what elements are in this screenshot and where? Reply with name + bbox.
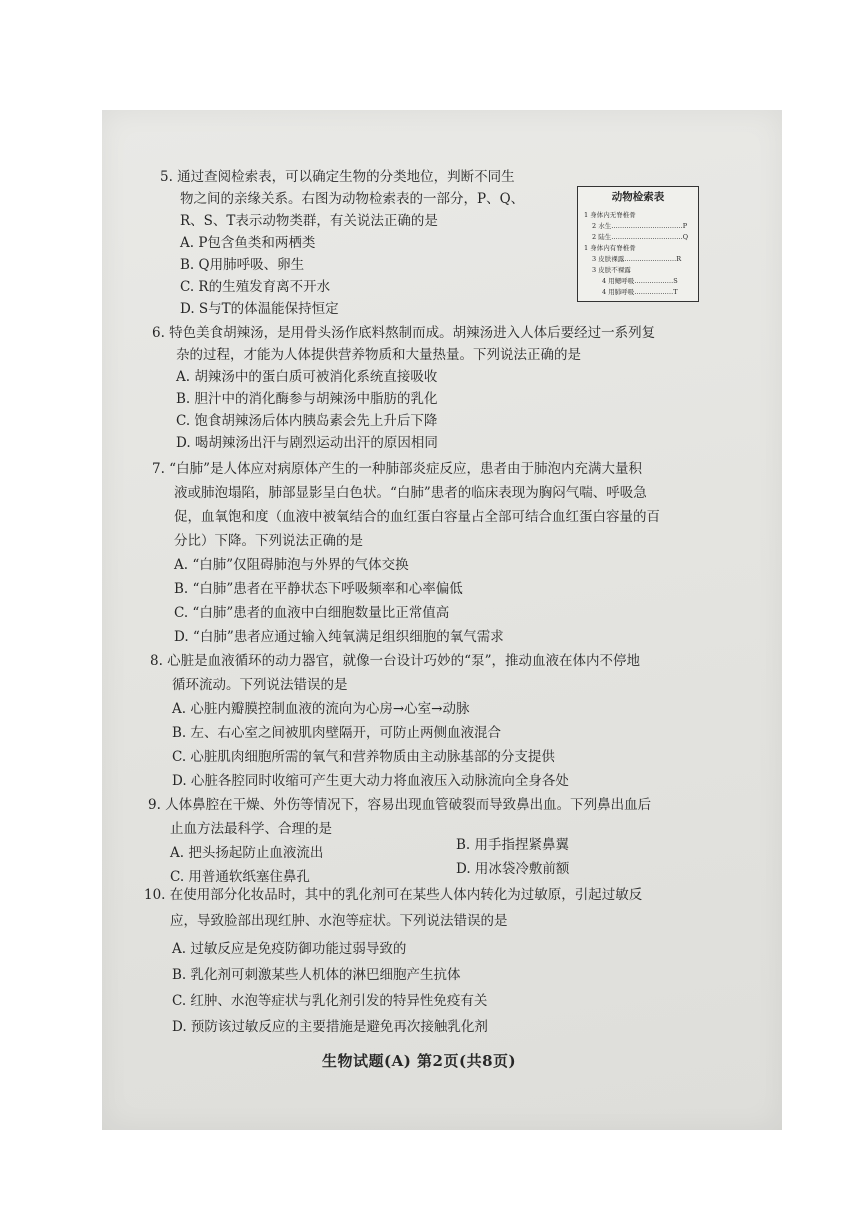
q6-option-a: A. 胡辣汤中的蛋白质可被消化系统直接吸收 [176, 369, 438, 385]
q7-option-c: C. “白肺”患者的血液中白细胞数量比正常值高 [174, 605, 450, 621]
index-line: 1 身体内无脊椎骨 [584, 211, 636, 219]
q8-line-1: 8. 心脏是血液循环的动力器官，就像一台设计巧妙的“泵”，推动血液在体内不停地 [150, 653, 640, 669]
q6-option-c: C. 饱食胡辣汤后体内胰岛素会先上升后下降 [176, 413, 438, 429]
q7-option-b: B. “白肺”患者在平静状态下呼吸频率和心率偏低 [174, 581, 463, 597]
q5-option-c: C. R的生殖发育离不开水 [180, 279, 331, 295]
q6-option-b: B. 胆汁中的消化酶参与胡辣汤中脂肪的乳化 [176, 391, 438, 407]
page-footer: 生物试题(A) 第2页(共8页) [322, 1052, 517, 1070]
index-table-title: 动物检索表 [611, 191, 665, 203]
q8-option-c: C. 心脏肌肉细胞所需的氧气和营养物质由主动脉基部的分支提供 [172, 749, 555, 765]
q7-line-3: 促，血氧饱和度（血液中被氧结合的血红蛋白容量占全部可结合血红蛋白容量的百 [174, 509, 660, 525]
q10-option-b: B. 乳化剂可刺激某些人机体的淋巴细胞产生抗体 [172, 967, 461, 983]
q9-line-1: 9. 人体鼻腔在干燥、外伤等情况下，容易出现血管破裂而导致鼻出血。下列鼻出血后 [148, 797, 652, 813]
q5-option-b: B. Q用肺呼吸、卵生 [180, 257, 305, 273]
index-line: 2 陆生……………………………Q [592, 233, 689, 241]
q7-option-a: A. “白肺”仅阻碍肺泡与外界的气体交换 [174, 557, 409, 573]
q5-line-1: 5. 通过查阅检索表，可以确定生物的分类地位，判断不同生 [160, 169, 515, 185]
q10-option-d: D. 预防该过敏反应的主要措施是避免再次接触乳化剂 [172, 1019, 488, 1035]
index-line: 4 用鳃呼吸………………S [602, 277, 678, 285]
q10-line-1: 10. 在使用部分化妆品时，其中的乳化剂可在某些人体内转化为过敏原，引起过敏反 [144, 887, 643, 903]
q9-line-2: 止血方法最科学、合理的是 [170, 821, 332, 837]
index-line: 3 皮肤裸露……………………R [592, 255, 682, 263]
q7-line-2: 液或肺泡塌陷，肺部显影呈白色状。“白肺”患者的临床表现为胸闷气喘、呼吸急 [174, 485, 647, 501]
q6-option-d: D. 喝胡辣汤出汗与剧烈运动出汗的原因相同 [176, 435, 438, 451]
index-line: 1 身体内有脊椎骨 [584, 244, 636, 252]
q10-option-c: C. 红肿、水泡等症状与乳化剂引发的特异性免疫有关 [172, 993, 488, 1009]
q8-option-b: B. 左、右心室之间被肌肉壁隔开，可防止两侧血液混合 [172, 725, 502, 741]
q7-line-1: 7. “白肺”是人体应对病原体产生的一种肺部炎症反应，患者由于肺泡内充满大量积 [152, 461, 642, 477]
q10-option-a: A. 过敏反应是免疫防御功能过弱导致的 [172, 941, 407, 957]
q5-line-3: R、S、T表示动物类群，有关说法正确的是 [180, 213, 438, 229]
q7-line-4: 分比）下降。下列说法正确的是 [174, 533, 363, 549]
q5-line-2: 物之间的亲缘关系。右图为动物检索表的一部分，P、Q、 [180, 191, 525, 207]
exam-content [102, 110, 782, 1130]
animal-index-table [577, 186, 699, 302]
q9-option-d: D. 用冰袋冷敷前额 [456, 861, 570, 877]
q8-line-2: 循环流动。下列说法错误的是 [172, 677, 348, 693]
q9-option-c: C. 用普通软纸塞住鼻孔 [170, 869, 310, 885]
q8-option-d: D. 心脏各腔同时收缩可产生更大动力将血液压入动脉流向全身各处 [172, 773, 569, 789]
index-line: 4 用肺呼吸………………T [602, 288, 678, 296]
q8-option-a: A. 心脏内瓣膜控制血液的流向为心房→心室→动脉 [172, 701, 470, 717]
index-line: 3 皮肤不裸露 [592, 266, 631, 274]
q6-line-1: 6. 特色美食胡辣汤，是用骨头汤作底料熬制而成。胡辣汤进入人体后要经过一系列复 [152, 325, 656, 341]
q7-option-d: D. “白肺”患者应通过输入纯氧满足组织细胞的氧气需求 [174, 629, 504, 645]
q9-option-b: B. 用手指捏紧鼻翼 [456, 837, 570, 853]
q9-option-a: A. 把头扬起防止血液流出 [170, 845, 324, 861]
exam-paper [102, 110, 782, 1130]
q10-line-2: 应，导致脸部出现红肿、水泡等症状。下列说法错误的是 [170, 913, 508, 929]
q5-option-d: D. S与T的体温能保持恒定 [180, 301, 339, 317]
q6-line-2: 杂的过程，才能为人体提供营养物质和大量热量。下列说法正确的是 [176, 347, 581, 363]
q5-option-a: A. P包含鱼类和两栖类 [180, 235, 316, 251]
index-line: 2 水生……………………………P [592, 222, 688, 230]
